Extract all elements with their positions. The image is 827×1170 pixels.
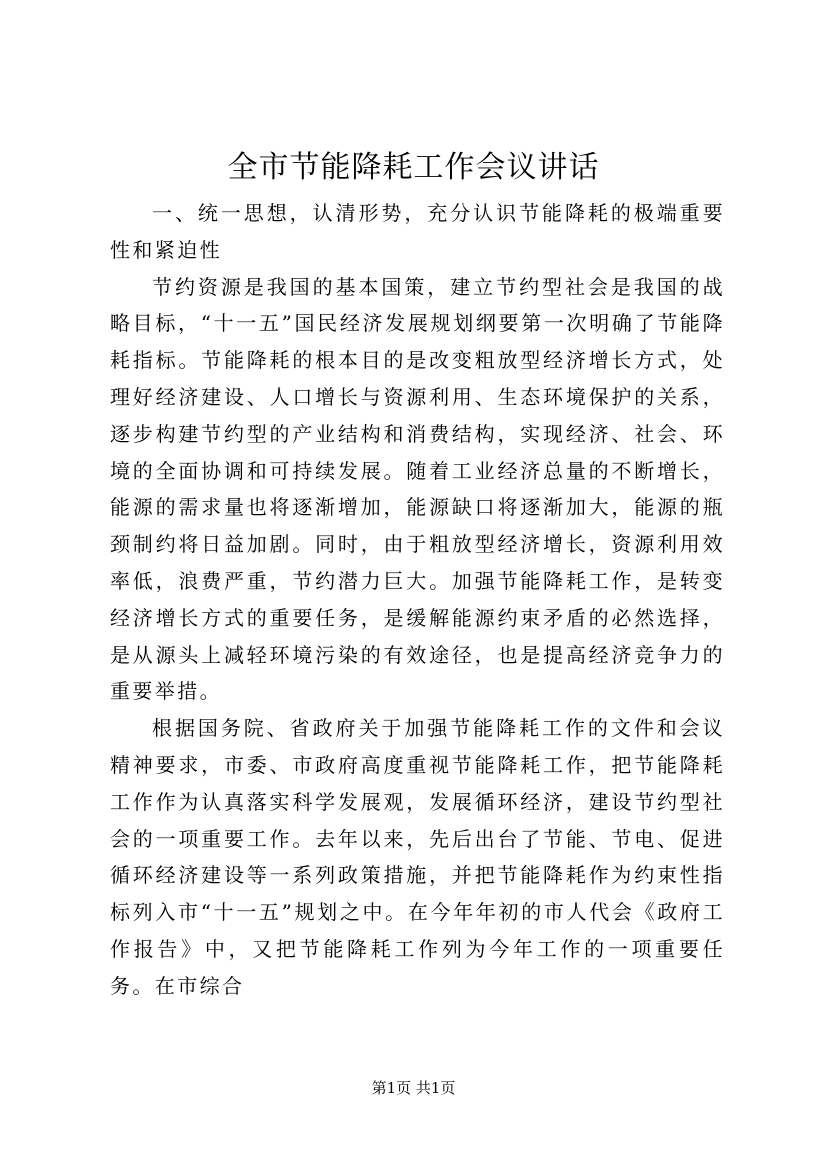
section-heading: 一、统一思想，认清形势，充分认识节能降耗的极端重要性和紧迫性 [110, 201, 725, 262]
document-title: 全市节能降耗工作会议讲话 [227, 150, 600, 185]
page-number-label: 第1页 共1页 [371, 1079, 456, 1097]
body-paragraph: 根据国务院、省政府关于加强节能降耗工作的文件和会议精神要求，市委、市政府高度重视节能降耗工作，把节能降耗工作作为认真落实科学发展观，发展循环经济，建设节约型社会的一项重要工作。去年以来，先后出台了节能、节电、促进循环经济建设等一系列政策措施，并把节能降耗作为约束性指标列入市“十一五”规划之中。在今年年初的市人代会《政府工作报告》中，又把节能降耗工作列为今年工作的一项重要任务。在市综合 [110, 716, 725, 998]
page-footer [0, 1076, 827, 1100]
document-body [110, 195, 725, 1005]
body-paragraph: 节约资源是我国的基本国策，建立节约型社会是我国的战略目标，“十一五”国民经济发展规划纲要第一次明确了节能降耗指标。节能降耗的根本目的是改变粗放型经济增长方式，处理好经济建设、人口增长与资源利用、生态环境保护的关系，逐步构建节约型的产业结构和消费结构，实现经济、社会、环境的全面协调和可持续发展。随着工业经济总量的不断增长，能源的需求量也将逐渐增加，能源缺口将逐渐加大，能源的瓶颈制约将日益加剧。同时，由于粗放型经济增长，资源利用效率低，浪费严重，节约潜力巨大。加强节能降耗工作，是转变经济增长方式的重要任务，是缓解能源约束矛盾的必然选择，是从源头上减轻环境污染的有效途径，也是提高经济竞争力的重要举措。 [110, 274, 725, 704]
